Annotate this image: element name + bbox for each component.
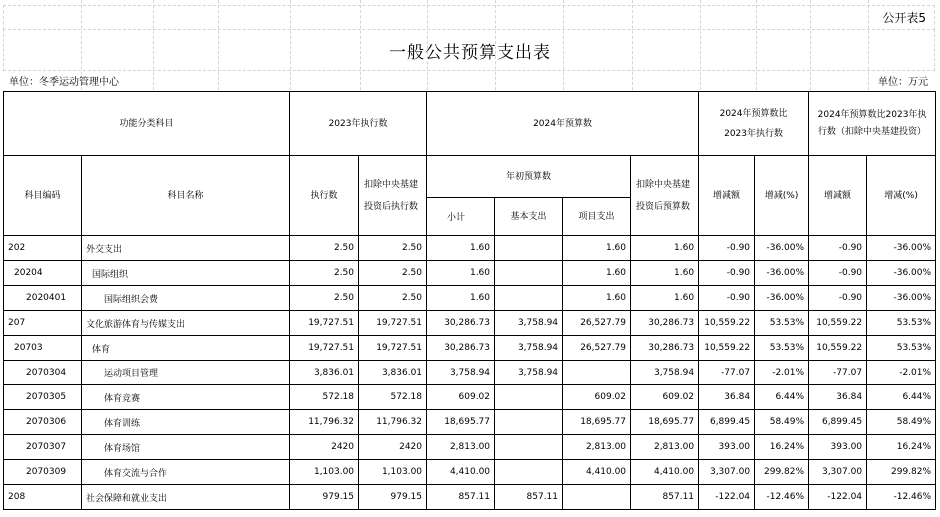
cell-code: 2070307: [4, 435, 82, 460]
header-exec: 执行数: [290, 156, 359, 236]
unit-org: 单位：冬季运动管理中心: [9, 77, 119, 88]
cell-budget-excl: 18,695.77: [631, 410, 699, 435]
cell-project: 1.60: [563, 261, 631, 286]
cell-code: 20703: [4, 336, 82, 361]
cell-subtotal: 609.02: [427, 385, 495, 410]
header-subtotal: 小计: [427, 198, 495, 236]
cell-exec-excl: 19,727.51: [359, 311, 427, 336]
cell-subtotal: 1.60: [427, 261, 495, 286]
cell-inc-pct: -36.00%: [755, 286, 809, 311]
table-row: [4, 261, 936, 286]
cell-exec-excl: 2.50: [359, 286, 427, 311]
cell-exec-excl: 979.15: [359, 485, 427, 510]
cell-name: 外交支出: [82, 236, 290, 261]
cell-budget-excl: 4,410.00: [631, 460, 699, 485]
header-name: 科目名称: [82, 156, 290, 236]
cell-inc-pct2: -36.00%: [867, 236, 936, 261]
cell-code: 2070305: [4, 385, 82, 410]
cell-inc-amt: 393.00: [699, 435, 755, 460]
table-row: [4, 336, 936, 361]
cell-inc-amt2: -122.04: [809, 485, 867, 510]
cell-inc-pct: -2.01%: [755, 361, 809, 385]
cell-inc-amt: 6,899.45: [699, 410, 755, 435]
cell-budget-excl: 1.60: [631, 286, 699, 311]
cell-name: 体育训练: [82, 410, 290, 435]
cell-inc-amt: -0.90: [699, 236, 755, 261]
cell-inc-amt2: -77.07: [809, 361, 867, 385]
cell-subtotal: 30,286.73: [427, 336, 495, 361]
cell-inc-pct: 53.53%: [755, 311, 809, 336]
cell-inc-amt: 36.84: [699, 385, 755, 410]
cell-inc-amt: -122.04: [699, 485, 755, 510]
cell-project: 18,695.77: [563, 410, 631, 435]
cell-inc-amt2: -0.90: [809, 261, 867, 286]
table-row: [4, 311, 936, 336]
header-basic: 基本支出: [495, 198, 563, 236]
cell-code: 2020401: [4, 286, 82, 311]
header-code: 科目编码: [4, 156, 82, 236]
cell-budget-excl: 1.60: [631, 261, 699, 286]
cell-basic: [495, 286, 563, 311]
cell-inc-amt: -0.90: [699, 261, 755, 286]
cell-inc-amt2: 36.84: [809, 385, 867, 410]
cell-inc-amt2: 10,559.22: [809, 336, 867, 361]
cell-project: 609.02: [563, 385, 631, 410]
cell-inc-amt: 10,559.22: [699, 311, 755, 336]
cell-exec: 19,727.51: [290, 311, 359, 336]
cell-exec-excl: 3,836.01: [359, 361, 427, 385]
cell-exec: 2420: [290, 435, 359, 460]
cell-basic: [495, 385, 563, 410]
cell-inc-pct: 53.53%: [755, 336, 809, 361]
cell-exec-excl: 2.50: [359, 236, 427, 261]
cell-name: 体育交流与合作: [82, 460, 290, 485]
cell-inc-amt2: 6,899.45: [809, 410, 867, 435]
cell-exec-excl: 2.50: [359, 261, 427, 286]
header-exec-2023: 2023年执行数: [290, 92, 427, 156]
header-initial-budget: 年初预算数: [427, 156, 631, 198]
cell-inc-pct: 6.44%: [755, 385, 809, 410]
cell-name: 国际组织会费: [82, 286, 290, 311]
cell-inc-amt2: -0.90: [809, 286, 867, 311]
cell-basic: [495, 261, 563, 286]
cell-exec-excl: 19,727.51: [359, 336, 427, 361]
cell-basic: 3,758.94: [495, 361, 563, 385]
cell-exec-excl: 1,103.00: [359, 460, 427, 485]
header-project: 项目支出: [563, 198, 631, 236]
cell-inc-amt: -77.07: [699, 361, 755, 385]
cell-exec: 3,836.01: [290, 361, 359, 385]
cell-basic: 3,758.94: [495, 311, 563, 336]
cell-inc-pct2: 299.82%: [867, 460, 936, 485]
cell-inc-pct2: 53.53%: [867, 311, 936, 336]
cell-subtotal: 30,286.73: [427, 311, 495, 336]
cell-basic: [495, 435, 563, 460]
cell-inc-pct: 58.49%: [755, 410, 809, 435]
cell-inc-amt: -0.90: [699, 286, 755, 311]
cell-subtotal: 1.60: [427, 286, 495, 311]
cell-project: 1.60: [563, 286, 631, 311]
cell-code: 2070306: [4, 410, 82, 435]
cell-exec: 572.18: [290, 385, 359, 410]
header-exec-excl: 扣除中央基建投资后执行数: [359, 156, 427, 236]
cell-exec-excl: 2420: [359, 435, 427, 460]
cell-subtotal: 857.11: [427, 485, 495, 510]
cell-code: 202: [4, 236, 82, 261]
header-cmp-exec-excl: 2024年预算数比2023年执行数（扣除中央基建投资）: [809, 92, 936, 156]
header-inc-pct-excl: 增减(%): [867, 156, 936, 236]
cell-project: [563, 361, 631, 385]
cell-code: 20204: [4, 261, 82, 286]
cell-name: 体育竞赛: [82, 385, 290, 410]
cell-inc-amt2: 10,559.22: [809, 311, 867, 336]
cell-basic: 3,758.94: [495, 336, 563, 361]
table-row: [4, 236, 936, 261]
cell-inc-pct2: 16.24%: [867, 435, 936, 460]
cell-inc-pct2: 6.44%: [867, 385, 936, 410]
header-budget-excl: 扣除中央基建投资后预算数: [631, 156, 699, 236]
cell-inc-pct: -36.00%: [755, 236, 809, 261]
table-row: [4, 385, 936, 410]
cell-inc-pct: 16.24%: [755, 435, 809, 460]
cell-inc-pct2: 58.49%: [867, 410, 936, 435]
cell-budget-excl: 2,813.00: [631, 435, 699, 460]
cell-inc-amt2: -0.90: [809, 236, 867, 261]
table-row: [4, 435, 936, 460]
cell-basic: [495, 460, 563, 485]
header-budget-2024: 2024年预算数: [427, 92, 699, 156]
budget-table: [3, 91, 936, 510]
cell-name: 文化旅游体育与传媒支出: [82, 311, 290, 336]
table-row: [4, 286, 936, 311]
cell-name: 体育: [82, 336, 290, 361]
cell-inc-pct2: -12.46%: [867, 485, 936, 510]
header-func-category: 功能分类科目: [4, 92, 290, 156]
table-tag: 公开表5: [882, 11, 926, 25]
cell-name: 运动项目管理: [82, 361, 290, 385]
cell-exec: 2.50: [290, 286, 359, 311]
cell-budget-excl: 30,286.73: [631, 336, 699, 361]
cell-code: 208: [4, 485, 82, 510]
cell-name: 体育场馆: [82, 435, 290, 460]
cell-basic: [495, 410, 563, 435]
cell-inc-amt: 10,559.22: [699, 336, 755, 361]
cell-project: [563, 485, 631, 510]
cell-inc-pct2: -36.00%: [867, 261, 936, 286]
cell-exec: 19,727.51: [290, 336, 359, 361]
cell-subtotal: 3,758.94: [427, 361, 495, 385]
cell-exec: 979.15: [290, 485, 359, 510]
cell-exec: 11,796.32: [290, 410, 359, 435]
cell-subtotal: 18,695.77: [427, 410, 495, 435]
cell-project: 1.60: [563, 236, 631, 261]
table-row: [4, 410, 936, 435]
header-inc-pct: 增减(%): [755, 156, 809, 236]
cell-project: 2,813.00: [563, 435, 631, 460]
cell-inc-pct: 299.82%: [755, 460, 809, 485]
cell-exec-excl: 572.18: [359, 385, 427, 410]
cell-subtotal: 4,410.00: [427, 460, 495, 485]
table-row: [4, 460, 936, 485]
cell-inc-amt: 3,307.00: [699, 460, 755, 485]
cell-inc-pct2: -2.01%: [867, 361, 936, 385]
cell-inc-pct: -12.46%: [755, 485, 809, 510]
table-row: [4, 361, 936, 385]
cell-subtotal: 2,813.00: [427, 435, 495, 460]
table-row: [4, 485, 936, 510]
cell-name: 社会保障和就业支出: [82, 485, 290, 510]
cell-basic: 857.11: [495, 485, 563, 510]
cell-subtotal: 1.60: [427, 236, 495, 261]
cell-budget-excl: 857.11: [631, 485, 699, 510]
cell-budget-excl: 1.60: [631, 236, 699, 261]
header-cmp-exec: 2024年预算数比2023年执行数: [699, 92, 809, 156]
cell-inc-amt2: 393.00: [809, 435, 867, 460]
cell-inc-amt2: 3,307.00: [809, 460, 867, 485]
cell-project: 26,527.79: [563, 336, 631, 361]
unit-currency: 单位：万元: [878, 77, 928, 88]
cell-inc-pct2: -36.00%: [867, 286, 936, 311]
cell-exec-excl: 11,796.32: [359, 410, 427, 435]
cell-budget-excl: 30,286.73: [631, 311, 699, 336]
cell-budget-excl: 609.02: [631, 385, 699, 410]
cell-inc-pct2: 53.53%: [867, 336, 936, 361]
cell-exec: 1,103.00: [290, 460, 359, 485]
cell-inc-pct: -36.00%: [755, 261, 809, 286]
header-inc-amt: 增减额: [699, 156, 755, 236]
cell-budget-excl: 3,758.94: [631, 361, 699, 385]
cell-name: 国际组织: [82, 261, 290, 286]
cell-code: 2070309: [4, 460, 82, 485]
page-title: 一般公共预算支出表: [389, 43, 551, 63]
cell-basic: [495, 236, 563, 261]
cell-code: 207: [4, 311, 82, 336]
cell-project: 26,527.79: [563, 311, 631, 336]
cell-code: 2070304: [4, 361, 82, 385]
cell-exec: 2.50: [290, 236, 359, 261]
cell-exec: 2.50: [290, 261, 359, 286]
cell-project: 4,410.00: [563, 460, 631, 485]
header-inc-amt-excl: 增减额: [809, 156, 867, 236]
